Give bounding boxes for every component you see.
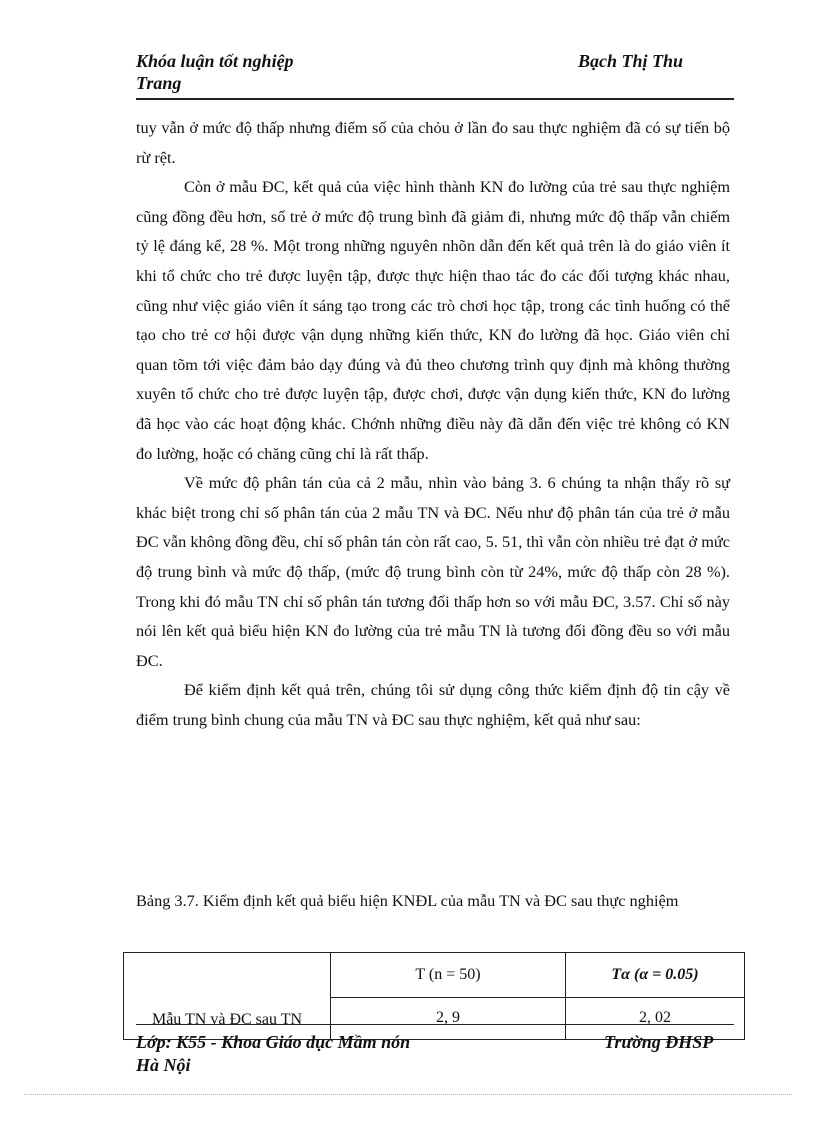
paragraph-1: tuy vẫn ở mức độ thấp nhưng điểm số của chỏu ở lần đo sau thực nghiệm đã có sự tiến bộ rừ rệt. — [136, 118, 730, 167]
col-header-t-alpha: Tα (α = 0.05) — [566, 953, 745, 998]
footer-city: Hà Nội — [136, 1055, 191, 1075]
value-t: 2, 9 — [331, 997, 566, 1039]
footer-rule — [136, 1024, 734, 1025]
table-caption: Bảng 3.7. Kiểm định kết quả biểu hiện KNĐL của mẫu TN và ĐC sau thực nghiệm — [136, 891, 679, 910]
body-text — [136, 113, 730, 734]
result-table — [123, 952, 745, 1040]
paragraph-4: Để kiểm định kết quả trên, chúng tôi sử dụng công thức kiểm định độ tin cậy về điểm trung bình chung của mẫu TN và ĐC sau thực nghiệm, kết quả như sau: — [136, 680, 730, 729]
page-header — [136, 48, 734, 100]
header-thesis-title: Khóa luận tốt nghiệp — [136, 51, 294, 71]
header-author-continuation: Trang — [136, 73, 182, 93]
header-author-name: Bạch Thị Thu — [578, 51, 684, 71]
value-t-alpha: 2, 02 — [566, 997, 745, 1039]
paragraph-2: Còn ở mẫu ĐC, kết quả của việc hình thành KN đo lường của trẻ sau thực nghiệm cũng đồng đều hơn, số trẻ ở mức độ trung bình đã giảm đi, nhưng mức độ thấp vẫn chiếm tỷ lệ đáng kể, 28 %. Một trong những nguyên nhõn dẫn đến kết quả trên là do giáo viên ít khi tổ chức cho trẻ được luyện tập, được thực hiện thao tác đo các đối tượng khác nhau, cũng như việc giáo viên ít sáng tạo trong các trò chơi học tập, trong các tình huống có thể tạo cho trẻ cơ hội được vận dụng những kiến thức, KN đo lường đã học. Giáo viên chỉ quan tõm tới việc đảm bảo dạy đúng và đủ theo chương trình quy định mà không thường xuyên tổ chức cho trẻ được luyện tập, được chơi, được vận dụng kiến thức, KN đo lường đã học vào các hoạt động khác. Chớnh những điều này đã dẫn đến việc trẻ không có KN đo lường, hoặc có chăng cũng chỉ là rất thấp. — [136, 177, 730, 463]
page-edge-divider — [24, 1094, 792, 1095]
footer-university: Trường ĐHSP — [604, 1032, 714, 1052]
table-row — [124, 953, 745, 998]
paragraph-3: Về mức độ phân tán của cả 2 mẫu, nhìn vào bảng 3. 6 chúng ta nhận thấy rõ sự khác biệt trong chỉ số phân tán của 2 mẫu TN và ĐC. Nếu như độ phân tán của trẻ ở mẫu ĐC vẫn không đồng đều, chỉ số phân tán còn rất cao, 5. 51, thì vẫn còn nhiều trẻ đạt ở mức độ trung bình và mức độ thấp, (mức độ trung bình còn từ 24%, mức độ thấp còn 28 %). Trong khi đó mẫu TN chỉ số phân tán tương đối thấp hơn so với mẫu ĐC, 3.57. Chỉ số này nói lên kết quả biểu hiện KN đo lường của trẻ mẫu TN là tương đối đồng đều so với mẫu ĐC. — [136, 473, 730, 670]
footer-class-info: Lớp: K55 - Khoa Giáo dục Mầm nón — [136, 1032, 411, 1052]
col-header-t: T (n = 50) — [331, 953, 566, 998]
row-label-cell: Mẫu TN và ĐC sau TN — [124, 953, 331, 1040]
